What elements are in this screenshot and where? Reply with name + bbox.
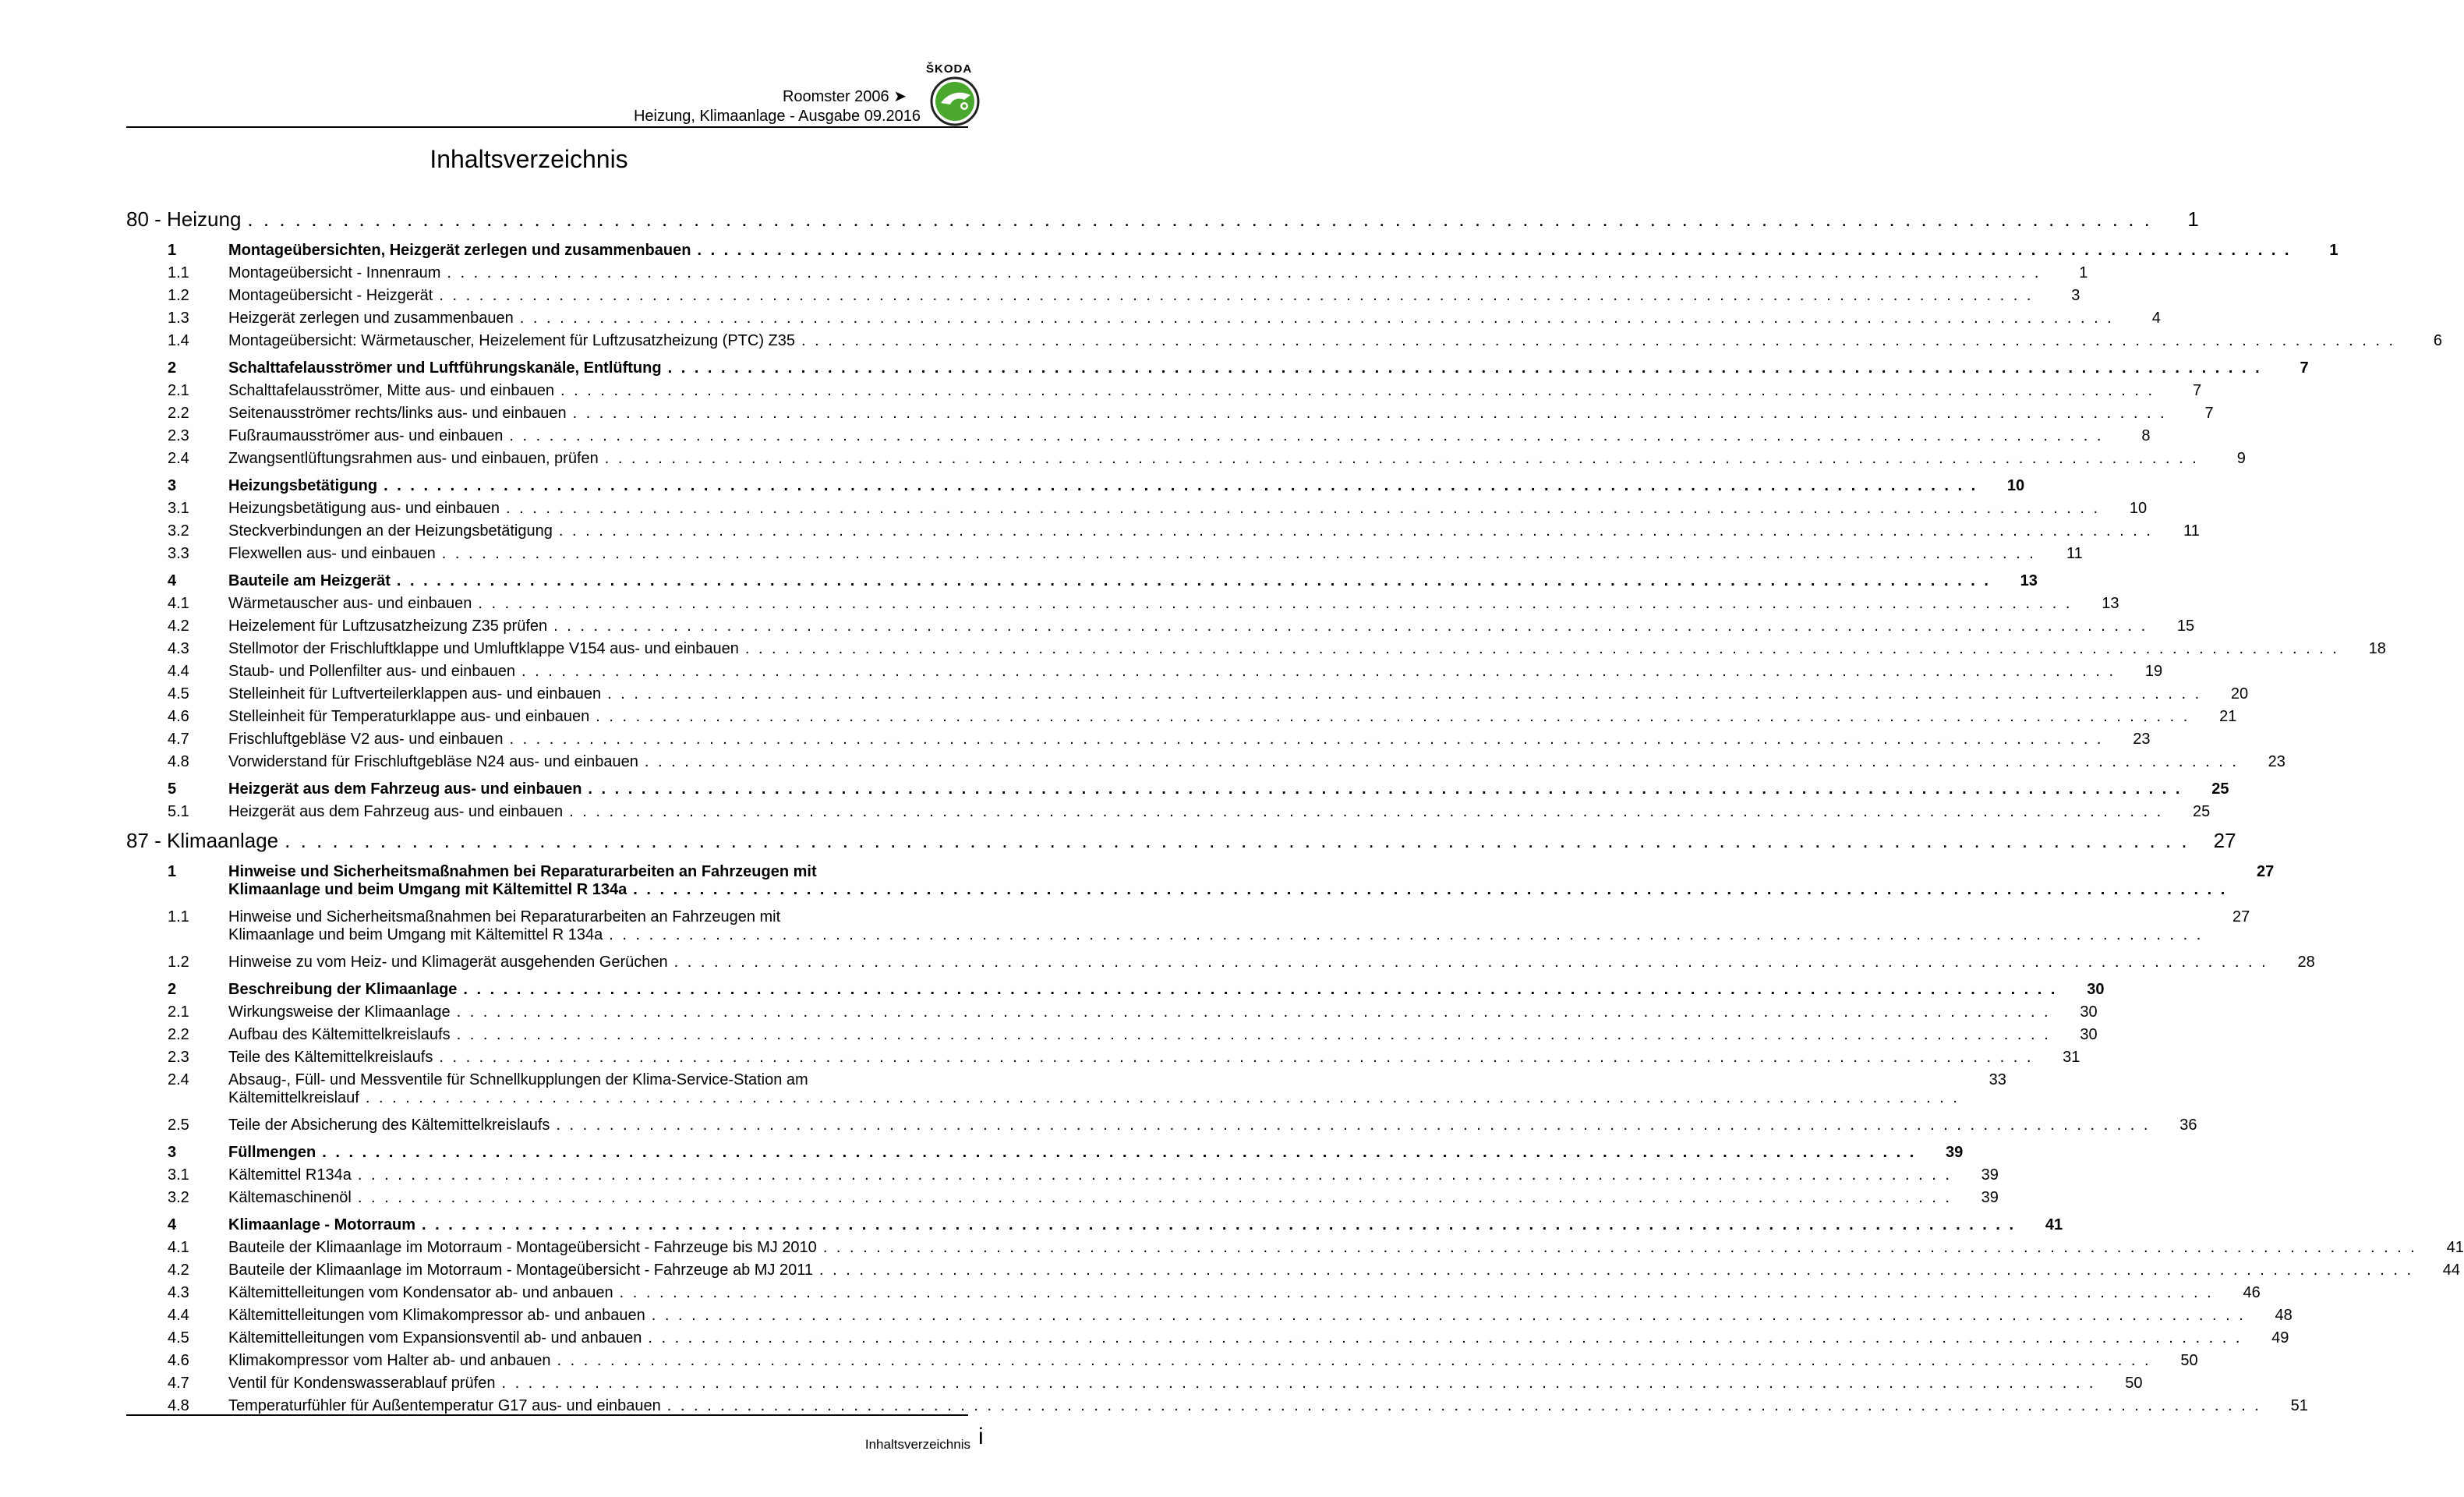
dot-leader: . . . . . . . . . . . . . . . . . . . . . . . . . . . . . . . . . . . . . . . . . . . . . . . . . . . . . . . . . . . . . . . . . . . . . . . . . . . . . . . . . . . . . . . . . . . . . . . . . . . . . . . . . . . . . . . . . . . . . . . . <box>644 753 2239 770</box>
toc-section[interactable] <box>168 572 2038 595</box>
header-edition: Heizung, Klimaanlage - Ausgabe 09.2016 <box>633 108 921 125</box>
toc-number: 1.2 <box>168 287 189 304</box>
toc-title: Heizungsbetätigung <box>228 477 378 494</box>
toc-page-number: 30 <box>2080 1026 2098 1043</box>
toc-number: 1.1 <box>168 908 189 925</box>
toc-page-number: 13 <box>2102 595 2119 612</box>
toc-sub[interactable] <box>168 264 2088 287</box>
table-of-contents <box>126 204 2464 1420</box>
toc-title: Bauteile der Klimaanlage im Motorraum - Montageübersicht - Fahrzeuge ab MJ 2011 <box>228 1262 813 1279</box>
toc-page-number: 31 <box>2063 1049 2080 1066</box>
toc-sub[interactable] <box>168 1375 2143 1397</box>
toc-page-number: 13 <box>2020 572 2038 589</box>
toc-title: Bauteile am Heizgerät <box>228 572 391 589</box>
toc-title: Montageübersicht - Innenraum <box>228 264 441 281</box>
toc-number: 4.5 <box>168 685 189 702</box>
toc-number: 4.4 <box>168 1307 189 1324</box>
dot-leader: . . . . . . . . . . . . . . . . . . . . . . . . . . . . . . . . . . . . . . . . . . . . . . . . . . . . . . . . . . . . . . . . . . . . . . . . . . . . . . . . . . . . . . . . . . . . . . . . . . . . . . . . . . . . . . . . . . . . . . . . <box>365 1089 1960 1106</box>
toc-number: 4.3 <box>168 640 189 657</box>
toc-sub[interactable] <box>168 1352 2198 1375</box>
toc-sub[interactable] <box>168 332 2443 355</box>
dot-leader: . . . . . . . . . . . . . . . . . . . . . . . . . . . . . . . . . . . . . . . . . . . . . . . . . . . . . . . . . . . . . . . . . . . . . . . . . . . . . . . . . . . . . . . . . . . . . . . . . . . . . . . . . . . . . . . . . . . . . . . . <box>441 545 2036 562</box>
dot-leader: . . . . . . . . . . . . . . . . . . . . . . . . . . . . . . . . . . . . . . . . . . . . . . . . . . . . . . . . . . . . . . . . . . . . . . . . . . . . . . . . . . . . . . . . . . . . . . . . . . . . . . . . . . . . . . . . . . . . . . . . <box>247 207 2152 231</box>
toc-page-number: 10 <box>2129 500 2148 517</box>
toc-number: 2 <box>168 981 177 998</box>
toc-title: Absaug-, Füll- und Messventile für Schnellkupplungen der Klima-Service-Station am <box>228 1071 808 1088</box>
toc-sub[interactable] <box>168 382 2202 405</box>
dot-leader: . . . . . . . . . . . . . . . . . . . . . . . . . . . . . . . . . . . . . . . . . . . . . . . . . . . . . . . . . . . . . . . . . . . . . . . . . . . . . . . . . . . . . . . . . . . . . . . . . . . . . . . . . . . . . . . . . . . . . . . . <box>509 731 2104 748</box>
toc-number: 1.1 <box>168 264 189 281</box>
dot-leader: . . . . . . . . . . . . . . . . . . . . . . . . . . . . . . . . . . . . . . . . . . . . . . . . . . . . . . . . . . . . . . . . . . . . . . . . . . . . . . . . . . . . . . . . . . . . . . . . . . . . . . . . . . . . . . . . . . . . . . . . <box>572 405 2167 422</box>
toc-number: 4.1 <box>168 1239 189 1256</box>
toc-page-number: 28 <box>2297 954 2315 971</box>
toc-page-number: 19 <box>2144 663 2163 680</box>
footer-rule <box>126 1414 968 1416</box>
toc-page-number: 7 <box>2204 405 2214 422</box>
toc-title: Zwangsentlüftungsrahmen aus- und einbauen, prüfen <box>228 450 599 467</box>
toc-sub[interactable] <box>168 1189 1999 1212</box>
toc-sub[interactable] <box>168 545 2083 568</box>
toc-title: Heizelement für Luftzusatzheizung Z35 prüfen <box>228 618 548 635</box>
toc-title: Bauteile der Klimaanlage im Motorraum - Montageübersicht - Fahrzeuge bis MJ 2010 <box>228 1239 817 1256</box>
dot-leader: . . . . . . . . . . . . . . . . . . . . . . . . . . . . . . . . . . . . . . . . . . . . . . . . . . . . . . . . . . . . . . . . . . . . . . . . . . . . . . . . . . . . . . . . . . . . . . . . . . . . . . . . . . . . . . . . . . . . . . . . <box>744 640 2339 657</box>
toc-section[interactable] <box>168 359 2309 382</box>
toc-title: 87 - Klimaanlage <box>126 829 279 852</box>
toc-number: 1 <box>168 242 177 259</box>
toc-number: 3.2 <box>168 522 189 540</box>
toc-number: 4.6 <box>168 1352 189 1369</box>
toc-title: Montageübersichten, Heizgerät zerlegen und zusammenbauen <box>228 242 691 259</box>
dot-leader: . . . . . . . . . . . . . . . . . . . . . . . . . . . . . . . . . . . . . . . . . . . . . . . . . . . . . . . . . . . . . . . . . . . . . . . . . . . . . . . . . . . . . . . . . . . . . . . . . . . . . . . . . . . . . . . . . . . . . . . . <box>697 242 2292 259</box>
toc-sub[interactable] <box>168 1397 2308 1420</box>
dot-leader: . . . . . . . . . . . . . . . . . . . . . . . . . . . . . . . . . . . . . . . . . . . . . . . . . . . . . . . . . . . . . . . . . . . . . . . . . . . . . . . . . . . . . . . . . . . . . . . . . . . . . . . . . . . . . . . . . . . . . . . . <box>819 1262 2414 1279</box>
toc-title: Steckverbindungen an der Heizungsbetätigung <box>228 522 553 540</box>
toc-sub[interactable] <box>168 1284 2261 1307</box>
toc-number: 4 <box>168 572 177 589</box>
toc-sub[interactable] <box>168 1166 1999 1189</box>
dot-leader: . . . . . . . . . . . . . . . . . . . . . . . . . . . . . . . . . . . . . . . . . . . . . . . . . . . . . . . . . . . . . . . . . . . . . . . . . . . . . . . . . . . . . . . . . . . . . . . . . . . . . . . . . . . . . . . . . . . . . . . . <box>521 663 2116 680</box>
header-model: Roomster 2006 ➤ <box>782 88 907 105</box>
toc-page-number: 39 <box>1946 1144 1964 1161</box>
toc-page-number: 6 <box>2433 332 2443 349</box>
toc-title: Wirkungsweise der Klimaanlage <box>228 1003 451 1021</box>
toc-page-number: 9 <box>2236 450 2246 467</box>
toc-title: Montageübersicht - Heizgerät <box>228 287 433 304</box>
toc-title: Seitenausströmer rechts/links aus- und einbauen <box>228 405 567 422</box>
toc-page-number: 8 <box>2141 427 2151 444</box>
toc-number: 4.3 <box>168 1284 189 1301</box>
toc-page-number: 11 <box>2183 522 2200 540</box>
toc-title-continued: Kältemittelkreislauf <box>228 1089 359 1106</box>
toc-title: Montageübersicht: Wärmetauscher, Heizelement für Luftzusatzheizung (PTC) Z35 <box>228 332 795 349</box>
dot-leader: . . . . . . . . . . . . . . . . . . . . . . . . . . . . . . . . . . . . . . . . . . . . . . . . . . . . . . . . . . . . . . . . . . . . . . . . . . . . . . . . . . . . . . . . . . . . . . . . . . . . . . . . . . . . . . . . . . . . . . . . <box>607 685 2202 702</box>
toc-title: Heizungsbetätigung aus- und einbauen <box>228 500 500 517</box>
dot-leader: . . . . . . . . . . . . . . . . . . . . . . . . . . . . . . . . . . . . . . . . . . . . . . . . . . . . . . . . . . . . . . . . . . . . . . . . . . . . . . . . . . . . . . . . . . . . . . . . . . . . . . . . . . . . . . . . . . . . . . . . <box>456 1026 2051 1043</box>
dot-leader: . . . . . . . . . . . . . . . . . . . . . . . . . . . . . . . . . . . . . . . . . . . . . . . . . . . . . . . . . . . . . . . . . . . . . . . . . . . . . . . . . . . . . . . . . . . . . . . . . . . . . . . . . . . . . . . . . . . . . . . . <box>322 1144 1917 1161</box>
toc-sub[interactable] <box>168 595 2119 618</box>
toc-sub[interactable] <box>168 310 2161 332</box>
toc-section[interactable] <box>168 863 2275 908</box>
toc-title-continued: Klimaanlage und beim Umgang mit Kältemittel R 134a <box>228 881 627 898</box>
toc-title: Kältemittelleitungen vom Klimakompressor ab- und anbauen <box>228 1307 645 1324</box>
toc-title: Stelleinheit für Luftverteilerklappen aus- und einbauen <box>228 685 602 702</box>
dot-leader: . . . . . . . . . . . . . . . . . . . . . . . . . . . . . . . . . . . . . . . . . . . . . . . . . . . . . . . . . . . . . . . . . . . . . . . . . . . . . . . . . . . . . . . . . . . . . . . . . . . . . . . . . . . . . . . . . . . . . . . . <box>509 427 2104 444</box>
toc-title: Schalttafelausströmer, Mitte aus- und einbauen <box>228 382 555 399</box>
toc-page-number: 11 <box>2066 545 2083 562</box>
toc-title: Heizgerät aus dem Fahrzeug aus- und einbauen <box>228 780 582 798</box>
toc-number: 4.5 <box>168 1329 189 1347</box>
dot-leader: . . . . . . . . . . . . . . . . . . . . . . . . . . . . . . . . . . . . . . . . . . . . . . . . . . . . . . . . . . . . . . . . . . . . . . . . . . . . . . . . . . . . . . . . . . . . . . . . . . . . . . . . . . . . . . . . . . . . . . . . <box>673 954 2268 971</box>
toc-number: 2.1 <box>168 382 189 399</box>
dot-leader: . . . . . . . . . . . . . . . . . . . . . . . . . . . . . . . . . . . . . . . . . . . . . . . . . . . . . . . . . . . . . . . . . . . . . . . . . . . . . . . . . . . . . . . . . . . . . . . . . . . . . . . . . . . . . . . . . . . . . . . . <box>439 287 2034 304</box>
toc-sub[interactable] <box>168 708 2237 731</box>
toc-title: Teile des Kältemittelkreislaufs <box>228 1049 433 1066</box>
toc-number: 4 <box>168 1216 177 1233</box>
dot-leader: . . . . . . . . . . . . . . . . . . . . . . . . . . . . . . . . . . . . . . . . . . . . . . . . . . . . . . . . . . . . . . . . . . . . . . . . . . . . . . . . . . . . . . . . . . . . . . . . . . . . . . . . . . . . . . . . . . . . . . . . <box>553 618 2148 635</box>
toc-sub[interactable] <box>168 663 2163 685</box>
toc-title: Klimakompressor vom Halter ab- und anbauen <box>228 1352 551 1369</box>
dot-leader: . . . . . . . . . . . . . . . . . . . . . . . . . . . . . . . . . . . . . . . . . . . . . . . . . . . . . . . . . . . . . . . . . . . . . . . . . . . . . . . . . . . . . . . . . . . . . . . . . . . . . . . . . . . . . . . . . . . . . . . . <box>604 450 2199 467</box>
dot-leader: . . . . . . . . . . . . . . . . . . . . . . . . . . . . . . . . . . . . . . . . . . . . . . . . . . . . . . . . . . . . . . . . . . . . . . . . . . . . . . . . . . . . . . . . . . . . . . . . . . . . . . . . . . . . . . . . . . . . . . . . <box>588 780 2183 798</box>
dot-leader: . . . . . . . . . . . . . . . . . . . . . . . . . . . . . . . . . . . . . . . . . . . . . . . . . . . . . . . . . . . . . . . . . . . . . . . . . . . . . . . . . . . . . . . . . . . . . . . . . . . . . . . . . . . . . . . . . . . . . . . . <box>463 981 2058 998</box>
footer-page-number: i <box>978 1424 984 1449</box>
dot-leader: . . . . . . . . . . . . . . . . . . . . . . . . . . . . . . . . . . . . . . . . . . . . . . . . . . . . . . . . . . . . . . . . . . . . . . . . . . . . . . . . . . . . . . . . . . . . . . . . . . . . . . . . . . . . . . . . . . . . . . . . <box>447 264 2042 281</box>
toc-number: 4.6 <box>168 708 189 725</box>
dot-leader: . . . . . . . . . . . . . . . . . . . . . . . . . . . . . . . . . . . . . . . . . . . . . . . . . . . . . . . . . . . . . . . . . . . . . . . . . . . . . . . . . . . . . . . . . . . . . . . . . . . . . . . . . . . . . . . . . . . . . . . . <box>666 1397 2261 1414</box>
toc-page-number: 50 <box>2125 1375 2143 1392</box>
dot-leader: . . . . . . . . . . . . . . . . . . . . . . . . . . . . . . . . . . . . . . . . . . . . . . . . . . . . . . . . . . . . . . . . . . . . . . . . . . . . . . . . . . . . . . . . . . . . . . . . . . . . . . . . . . . . . . . . . . . . . . . . <box>556 1117 2151 1134</box>
toc-page-number: 21 <box>2219 708 2237 725</box>
toc-sub[interactable] <box>168 1262 2461 1284</box>
toc-sub[interactable] <box>168 1003 2098 1026</box>
toc-page-number: 39 <box>1981 1189 1999 1206</box>
toc-page-number: 50 <box>2180 1352 2198 1369</box>
toc-title: 80 - Heizung <box>126 207 242 231</box>
toc-sub[interactable] <box>168 427 2151 450</box>
dot-leader: . . . . . . . . . . . . . . . . . . . . . . . . . . . . . . . . . . . . . . . . . . . . . . . . . . . . . . . . . . . . . . . . . . . . . . . . . . . . . . . . . . . . . . . . . . . . . . . . . . . . . . . . . . . . . . . . . . . . . . . . <box>822 1239 2417 1256</box>
toc-section[interactable] <box>168 477 2025 500</box>
toc-number: 2.3 <box>168 427 189 444</box>
toc-chapter[interactable] <box>126 207 2199 237</box>
toc-title: Staub- und Pollenfilter aus- und einbauen <box>228 663 516 680</box>
toc-number: 2 <box>168 359 177 377</box>
toc-number: 4.8 <box>168 753 189 770</box>
dot-leader: . . . . . . . . . . . . . . . . . . . . . . . . . . . . . . . . . . . . . . . . . . . . . . . . . . . . . . . . . . . . . . . . . . . . . . . . . . . . . . . . . . . . . . . . . . . . . . . . . . . . . . . . . . . . . . . . . . . . . . . . <box>609 926 2204 943</box>
dot-leader: . . . . . . . . . . . . . . . . . . . . . . . . . . . . . . . . . . . . . . . . . . . . . . . . . . . . . . . . . . . . . . . . . . . . . . . . . . . . . . . . . . . . . . . . . . . . . . . . . . . . . . . . . . . . . . . . . . . . . . . . <box>557 1352 2151 1369</box>
dot-leader: . . . . . . . . . . . . . . . . . . . . . . . . . . . . . . . . . . . . . . . . . . . . . . . . . . . . . . . . . . . . . . . . . . . . . . . . . . . . . . . . . . . . . . . . . . . . . . . . . . . . . . . . . . . . . . . . . . . . . . . . <box>384 477 1978 494</box>
toc-number: 1 <box>168 863 177 880</box>
dot-leader: . . . . . . . . . . . . . . . . . . . . . . . . . . . . . . . . . . . . . . . . . . . . . . . . . . . . . . . . . . . . . . . . . . . . . . . . . . . . . . . . . . . . . . . . . . . . . . . . . . . . . . . . . . . . . . . . . . . . . . . . <box>501 1375 2096 1392</box>
toc-number: 3.2 <box>168 1189 189 1206</box>
toc-sub[interactable] <box>168 500 2148 522</box>
toc-title: Temperaturfühler für Außentemperatur G17 aus- und einbauen <box>228 1397 661 1414</box>
toc-sub[interactable] <box>168 522 2200 545</box>
toc-sub[interactable] <box>168 640 2386 663</box>
toc-number: 2.3 <box>168 1049 189 1066</box>
toc-page-number: 46 <box>2243 1284 2261 1301</box>
toc-sub[interactable] <box>168 685 2249 708</box>
toc-page-number: 25 <box>2211 780 2229 798</box>
toc-sub[interactable] <box>168 1307 2293 1329</box>
toc-title: Kältemaschinenöl <box>228 1189 352 1206</box>
dot-leader: . . . . . . . . . . . . . . . . . . . . . . . . . . . . . . . . . . . . . . . . . . . . . . . . . . . . . . . . . . . . . . . . . . . . . . . . . . . . . . . . . . . . . . . . . . . . . . . . . . . . . . . . . . . . . . . . . . . . . . . . <box>456 1003 2051 1021</box>
dot-leader: . . . . . . . . . . . . . . . . . . . . . . . . . . . . . . . . . . . . . . . . . . . . . . . . . . . . . . . . . . . . . . . . . . . . . . . . . . . . . . . . . . . . . . . . . . . . . . . . . . . . . . . . . . . . . . . . . . . . . . . . <box>478 595 2073 612</box>
toc-title: Vorwiderstand für Frischluftgebläse N24 aus- und einbauen <box>228 753 638 770</box>
toc-number: 2.1 <box>168 1003 189 1021</box>
toc-sub[interactable] <box>168 1071 2006 1117</box>
toc-title: Fußraumausströmer aus- und einbauen <box>228 427 504 444</box>
toc-section[interactable] <box>168 1216 2063 1239</box>
dot-leader: . . . . . . . . . . . . . . . . . . . . . . . . . . . . . . . . . . . . . . . . . . . . . . . . . . . . . . . . . . . . . . . . . . . . . . . . . . . . . . . . . . . . . . . . . . . . . . . . . . . . . . . . . . . . . . . . . . . . . . . . <box>422 1216 2017 1233</box>
toc-page-number: 44 <box>2442 1262 2461 1279</box>
toc-number: 2.4 <box>168 1071 189 1088</box>
toc-page-number: 25 <box>2192 803 2211 820</box>
toc-page-number: 49 <box>2271 1329 2289 1347</box>
toc-number: 3.1 <box>168 500 189 517</box>
toc-title-continued: Klimaanlage und beim Umgang mit Kältemittel R 134a <box>228 926 603 943</box>
toc-page-number: 10 <box>2006 477 2025 494</box>
toc-number: 1.2 <box>168 954 189 971</box>
toc-number: 2.2 <box>168 405 189 422</box>
toc-sub[interactable] <box>168 405 2214 427</box>
toc-title: Hinweise und Sicherheitsmaßnahmen bei Reparaturarbeiten an Fahrzeugen mit <box>228 863 817 880</box>
toc-page-number: 41 <box>2045 1216 2063 1233</box>
toc-page-number: 48 <box>2275 1307 2293 1324</box>
footer-label: Inhaltsverzeichnis <box>864 1437 970 1452</box>
toc-number: 5 <box>168 780 177 798</box>
page-title: Inhaltsverzeichnis <box>430 145 628 173</box>
toc-title: Kältemittelleitungen vom Expansionsventil ab- und anbauen <box>228 1329 642 1347</box>
toc-title: Wärmetauscher aus- und einbauen <box>228 595 472 612</box>
toc-page-number: 27 <box>2213 829 2236 852</box>
toc-sub[interactable] <box>168 753 2285 776</box>
toc-page-number: 18 <box>2368 640 2386 657</box>
toc-page-number: 1 <box>2079 264 2088 281</box>
toc-sub[interactable] <box>168 1239 2464 1262</box>
dot-leader: . . . . . . . . . . . . . . . . . . . . . . . . . . . . . . . . . . . . . . . . . . . . . . . . . . . . . . . . . . . . . . . . . . . . . . . . . . . . . . . . . . . . . . . . . . . . . . . . . . . . . . . . . . . . . . . . . . . . . . . . <box>619 1284 2214 1301</box>
toc-title: Frischluftgebläse V2 aus- und einbauen <box>228 731 504 748</box>
toc-page-number: 33 <box>1989 1071 2006 1088</box>
toc-page-number: 1 <box>2187 207 2199 231</box>
toc-page-number: 3 <box>2071 287 2080 304</box>
toc-title: Heizgerät zerlegen und zusammenbauen <box>228 310 514 327</box>
toc-title: Stellmotor der Frischluftklappe und Umluftklappe V154 aus- und einbauen <box>228 640 739 657</box>
toc-page-number: 36 <box>2179 1117 2197 1134</box>
toc-section[interactable] <box>168 1144 1964 1166</box>
toc-section[interactable] <box>168 242 2339 264</box>
toc-page-number: 27 <box>2257 863 2275 880</box>
toc-sub[interactable] <box>168 1049 2080 1071</box>
dot-leader: . . . . . . . . . . . . . . . . . . . . . . . . . . . . . . . . . . . . . . . . . . . . . . . . . . . . . . . . . . . . . . . . . . . . . . . . . . . . . . . . . . . . . . . . . . . . . . . . . . . . . . . . . . . . . . . . . . . . . . . . <box>285 829 2190 852</box>
toc-number: 3 <box>168 477 177 494</box>
dot-leader: . . . . . . . . . . . . . . . . . . . . . . . . . . . . . . . . . . . . . . . . . . . . . . . . . . . . . . . . . . . . . . . . . . . . . . . . . . . . . . . . . . . . . . . . . . . . . . . . . . . . . . . . . . . . . . . . . . . . . . . . <box>596 708 2190 725</box>
toc-number: 1.4 <box>168 332 189 349</box>
toc-page-number: 27 <box>2232 908 2250 925</box>
toc-title: Teile der Absicherung des Kältemittelkreislaufs <box>228 1117 550 1134</box>
toc-page-number: 4 <box>2151 310 2161 327</box>
dot-leader: . . . . . . . . . . . . . . . . . . . . . . . . . . . . . . . . . . . . . . . . . . . . . . . . . . . . . . . . . . . . . . . . . . . . . . . . . . . . . . . . . . . . . . . . . . . . . . . . . . . . . . . . . . . . . . . . . . . . . . . . <box>396 572 1991 589</box>
toc-title: Hinweise zu vom Heiz- und Klimagerät ausgehenden Gerüchen <box>228 954 668 971</box>
toc-number: 4.8 <box>168 1397 189 1414</box>
toc-page-number: 20 <box>2230 685 2249 702</box>
toc-section[interactable] <box>168 981 2105 1003</box>
toc-title: Hinweise und Sicherheitsmaßnahmen bei Reparaturarbeiten an Fahrzeugen mit <box>228 908 781 925</box>
toc-number: 2.2 <box>168 1026 189 1043</box>
toc-page-number: 23 <box>2133 731 2151 748</box>
toc-title: Schalttafelausströmer und Luftführungskanäle, Entlüftung <box>228 359 662 377</box>
toc-title: Stelleinheit für Temperaturklappe aus- und einbauen <box>228 708 590 725</box>
toc-sub[interactable] <box>168 954 2315 976</box>
toc-sub[interactable] <box>168 803 2211 826</box>
toc-number: 4.7 <box>168 1375 189 1392</box>
toc-page-number: 41 <box>2446 1239 2464 1256</box>
dot-leader: . . . . . . . . . . . . . . . . . . . . . . . . . . . . . . . . . . . . . . . . . . . . . . . . . . . . . . . . . . . . . . . . . . . . . . . . . . . . . . . . . . . . . . . . . . . . . . . . . . . . . . . . . . . . . . . . . . . . . . . . <box>648 1329 2243 1347</box>
toc-number: 3.1 <box>168 1166 189 1184</box>
toc-sub[interactable] <box>168 450 2246 472</box>
toc-number: 3 <box>168 1144 177 1161</box>
toc-title: Beschreibung der Klimaanlage <box>228 981 458 998</box>
toc-title: Ventil für Kondenswasserablauf prüfen <box>228 1375 496 1392</box>
header-rule <box>126 126 968 128</box>
dot-leader: . . . . . . . . . . . . . . . . . . . . . . . . . . . . . . . . . . . . . . . . . . . . . . . . . . . . . . . . . . . . . . . . . . . . . . . . . . . . . . . . . . . . . . . . . . . . . . . . . . . . . . . . . . . . . . . . . . . . . . . . <box>560 382 2155 399</box>
toc-sub[interactable] <box>168 618 2195 640</box>
skoda-logo-icon <box>930 76 980 126</box>
toc-title: Heizgerät aus dem Fahrzeug aus- und einbauen <box>228 803 564 820</box>
toc-page-number: 1 <box>2329 242 2339 259</box>
toc-sub[interactable] <box>168 287 2080 310</box>
toc-number: 2.4 <box>168 450 189 467</box>
toc-title: Flexwellen aus- und einbauen <box>228 545 436 562</box>
toc-number: 1.3 <box>168 310 189 327</box>
toc-number: 3.3 <box>168 545 189 562</box>
toc-title: Aufbau des Kältemittelkreislaufs <box>228 1026 451 1043</box>
dot-leader: . . . . . . . . . . . . . . . . . . . . . . . . . . . . . . . . . . . . . . . . . . . . . . . . . . . . . . . . . . . . . . . . . . . . . . . . . . . . . . . . . . . . . . . . . . . . . . . . . . . . . . . . . . . . . . . . . . . . . . . . <box>651 1307 2246 1324</box>
toc-title: Füllmengen <box>228 1144 316 1161</box>
toc-title: Klimaanlage - Motorraum <box>228 1216 416 1233</box>
toc-sub[interactable] <box>168 1329 2289 1352</box>
toc-sub[interactable] <box>168 908 2250 954</box>
dot-leader: . . . . . . . . . . . . . . . . . . . . . . . . . . . . . . . . . . . . . . . . . . . . . . . . . . . . . . . . . . . . . . . . . . . . . . . . . . . . . . . . . . . . . . . . . . . . . . . . . . . . . . . . . . . . . . . . . . . . . . . . <box>357 1166 1952 1184</box>
toc-page-number: 39 <box>1981 1166 1999 1184</box>
toc-sub[interactable] <box>168 731 2151 753</box>
toc-number: 4.2 <box>168 1262 189 1279</box>
dot-leader: . . . . . . . . . . . . . . . . . . . . . . . . . . . . . . . . . . . . . . . . . . . . . . . . . . . . . . . . . . . . . . . . . . . . . . . . . . . . . . . . . . . . . . . . . . . . . . . . . . . . . . . . . . . . . . . . . . . . . . . . <box>439 1049 2034 1066</box>
toc-title: Kältemittelleitungen vom Kondensator ab- und anbauen <box>228 1284 613 1301</box>
dot-leader: . . . . . . . . . . . . . . . . . . . . . . . . . . . . . . . . . . . . . . . . . . . . . . . . . . . . . . . . . . . . . . . . . . . . . . . . . . . . . . . . . . . . . . . . . . . . . . . . . . . . . . . . . . . . . . . . . . . . . . . . <box>558 522 2153 540</box>
toc-title: Kältemittel R134a <box>228 1166 352 1184</box>
toc-page-number: 51 <box>2290 1397 2308 1414</box>
toc-page-number: 23 <box>2268 753 2285 770</box>
dot-leader: . . . . . . . . . . . . . . . . . . . . . . . . . . . . . . . . . . . . . . . . . . . . . . . . . . . . . . . . . . . . . . . . . . . . . . . . . . . . . . . . . . . . . . . . . . . . . . . . . . . . . . . . . . . . . . . . . . . . . . . . <box>667 359 2262 377</box>
dot-leader: . . . . . . . . . . . . . . . . . . . . . . . . . . . . . . . . . . . . . . . . . . . . . . . . . . . . . . . . . . . . . . . . . . . . . . . . . . . . . . . . . . . . . . . . . . . . . . . . . . . . . . . . . . . . . . . . . . . . . . . . <box>506 500 2101 517</box>
dot-leader: . . . . . . . . . . . . . . . . . . . . . . . . . . . . . . . . . . . . . . . . . . . . . . . . . . . . . . . . . . . . . . . . . . . . . . . . . . . . . . . . . . . . . . . . . . . . . . . . . . . . . . . . . . . . . . . . . . . . . . . . <box>357 1189 1952 1206</box>
toc-number: 4.4 <box>168 663 189 680</box>
dot-leader: . . . . . . . . . . . . . . . . . . . . . . . . . . . . . . . . . . . . . . . . . . . . . . . . . . . . . . . . . . . . . . . . . . . . . . . . . . . . . . . . . . . . . . . . . . . . . . . . . . . . . . . . . . . . . . . . . . . . . . . . <box>519 310 2114 327</box>
dot-leader: . . . . . . . . . . . . . . . . . . . . . . . . . . . . . . . . . . . . . . . . . . . . . . . . . . . . . . . . . . . . . . . . . . . . . . . . . . . . . . . . . . . . . . . . . . . . . . . . . . . . . . . . . . . . . . . . . . . . . . . . <box>569 803 2164 820</box>
toc-number: 4.7 <box>168 731 189 748</box>
toc-sub[interactable] <box>168 1026 2098 1049</box>
toc-page-number: 7 <box>2300 359 2309 377</box>
toc-number: 4.1 <box>168 595 189 612</box>
toc-number: 5.1 <box>168 803 189 820</box>
toc-chapter[interactable] <box>126 829 2236 858</box>
toc-sub[interactable] <box>168 1117 2197 1139</box>
toc-section[interactable] <box>168 780 2229 803</box>
toc-page-number: 30 <box>2080 1003 2098 1021</box>
dot-leader: . . . . . . . . . . . . . . . . . . . . . . . . . . . . . . . . . . . . . . . . . . . . . . . . . . . . . . . . . . . . . . . . . . . . . . . . . . . . . . . . . . . . . . . . . . . . . . . . . . . . . . . . . . . . . . . . . . . . . . . . <box>633 881 2228 898</box>
toc-page-number: 7 <box>2192 382 2202 399</box>
toc-page-number: 30 <box>2087 981 2105 998</box>
toc-number: 4.2 <box>168 618 189 635</box>
dot-leader: . . . . . . . . . . . . . . . . . . . . . . . . . . . . . . . . . . . . . . . . . . . . . . . . . . . . . . . . . . . . . . . . . . . . . . . . . . . . . . . . . . . . . . . . . . . . . . . . . . . . . . . . . . . . . . . . . . . . . . . . <box>801 332 2396 349</box>
brand-wordmark: ŠKODA <box>926 62 973 76</box>
toc-page-number: 15 <box>2176 618 2195 635</box>
toc-number: 2.5 <box>168 1117 189 1134</box>
